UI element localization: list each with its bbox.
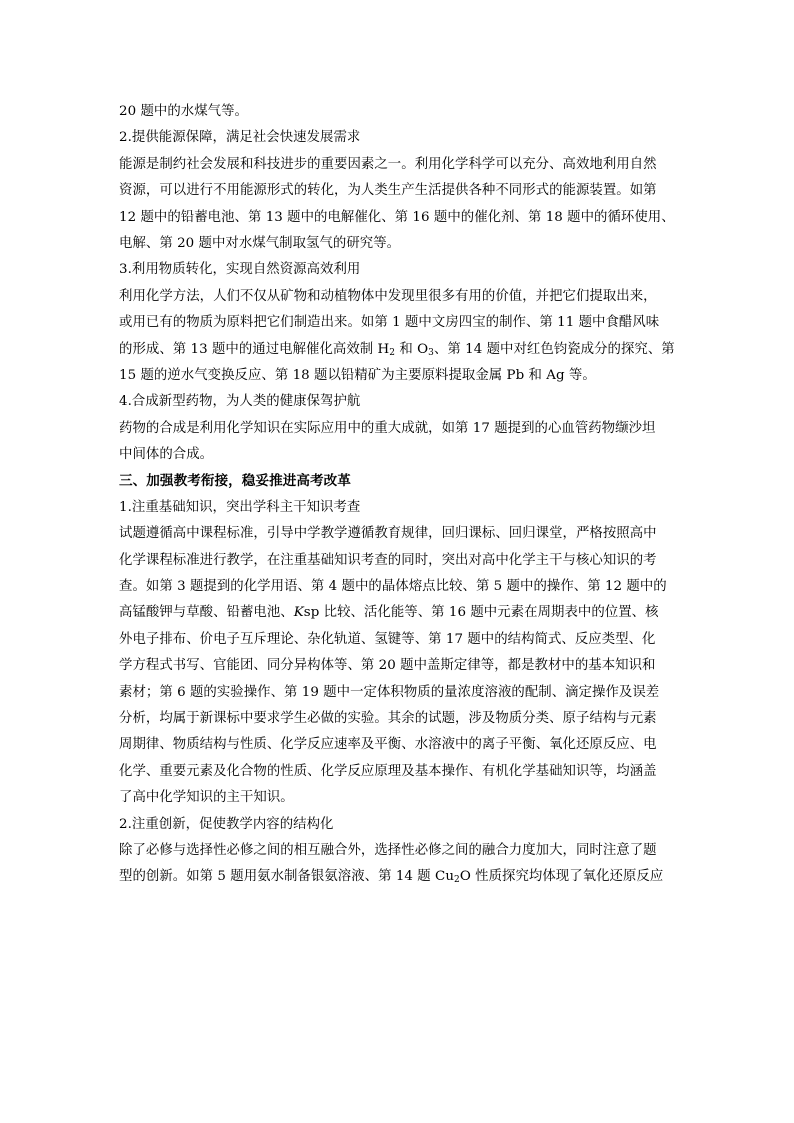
subscript: 2 [389,347,396,358]
section-heading: 三、加强教考衔接，稳妥推进高考改革 [119,473,351,490]
text-run: O 性质探究均体现了氧化还原反应 [459,869,664,885]
text-run: 的形成、第 13 题中的通过电解催化高效制 H [119,341,390,357]
document-page [119,99,679,891]
paragraph-line: 除了必修与选择性必修之间的相互融合外，选择性必修之间的融合力度加大，同时注意了题 [119,842,657,858]
paragraph-line: 化学、重要元素及化合物的性质、化学反应原理及基本操作、有机化学基础知识等，均涵盖 [119,763,657,779]
subsection-heading: 3.利用物质转化，实现自然资源高效利用 [119,262,361,278]
paragraph-line: 试题遵循高中课程标准，引导中学教学遵循教育规律，回归课标、回归课堂，严格按照高中 [119,526,657,542]
paragraph-line: 了高中化学知识的主干知识。 [119,790,294,806]
text-run: 高锰酸钾与草酸、铅蓄电池、 [119,605,294,621]
paragraph-line: 12 题中的铅蓄电池、第 13 题中的电解催化、第 16 题中的催化剂、第 18 题中的循环使用、 [119,209,675,225]
paragraph-line: 药物的合成是利用化学知识在实际应用中的重大成就，如第 17 题提到的心血管药物缬沙坦 [119,420,656,436]
paragraph-line: 中间体的合成。 [119,447,214,463]
subscript: 3 [428,347,434,358]
paragraph-line: 化学课程标准进行教学，在注重基础知识考查的同时，突出对高中化学主干与核心知识的考 [119,552,657,568]
text-run: 和 O [395,341,429,357]
paragraph-line [119,600,679,626]
paragraph-line: 学方程式书写、官能团、同分异构体等、第 20 题中盖斯定律等，都是教材中的基本知识和 [119,658,656,674]
paragraph-line: 15 题的逆水气变换反应、第 18 题以铅精矿为主要原料提取金属 Pb 和 Ag 等。 [119,367,596,383]
paragraph-line: 外电子排布、价电子互斥理论、杂化轨道、氢键等、第 17 题中的结构简式、反应类型、化 [119,631,656,647]
paragraph-line: 利用化学方法，人们不仅从矿物和动植物体中发现里很多有用的价值，并把它们提取出来， [119,288,657,304]
paragraph-line [119,337,679,363]
paragraph-line: 素材；第 6 题的实验操作、第 19 题中一定体积物质的量浓度溶液的配制、滴定操作及误差 [119,684,660,700]
paragraph-line: 查。如第 3 题提到的化学用语、第 4 题中的晶体熔点比较、第 5 题中的操作、第 12 题中的 [119,579,667,595]
paragraph-line: 20 题中的水煤气等。 [119,104,248,119]
text-run: 型的创新。如第 5 题用氨水制备银氨溶液、第 14 题 Cu [119,869,455,885]
paragraph-line: 或用已有的物质为原料把它们制造出来。如第 1 题中文房四宝的制作、第 11 题中食醋风味 [119,315,660,331]
paragraph-line: 资源，可以进行不用能源形式的转化，为人类生产生活提供各种不同形式的能源装置。如第 [119,183,657,199]
subscript: 2 [454,875,460,886]
subsection-heading: 4.合成新型药物，为人类的健康保驾护航 [119,394,361,410]
text-run: K [293,605,304,621]
text-run: sp 比较、活化能等、第 16 题中元素在周期表中的位置、核 [303,605,659,621]
paragraph-line: 周期律、物质结构与性质、化学反应速率及平衡、水溶液中的离子平衡、氧化还原反应、电 [119,737,657,753]
paragraph-line: 电解、第 20 题中对水煤气制取氢气的研究等。 [119,235,401,251]
paragraph-line: 能源是制约社会发展和科技进步的重要因素之一。利用化学科学可以充分、高效地利用自然 [119,156,657,172]
subsection-heading: 1.注重基础知识，突出学科主干知识考查 [119,499,361,515]
paragraph-line: 分析，均属于新课标中要求学生必做的实验。其余的试题，涉及物质分类、原子结构与元素 [119,710,657,726]
subsection-heading: 2.提供能源保障，满足社会快速发展需求 [119,130,361,146]
subsection-heading: 2.注重创新，促使教学内容的结构化 [119,816,334,832]
paragraph-line [119,864,679,890]
text-run: 、第 14 题中对红色钧瓷成分的探究、第 [433,341,675,357]
